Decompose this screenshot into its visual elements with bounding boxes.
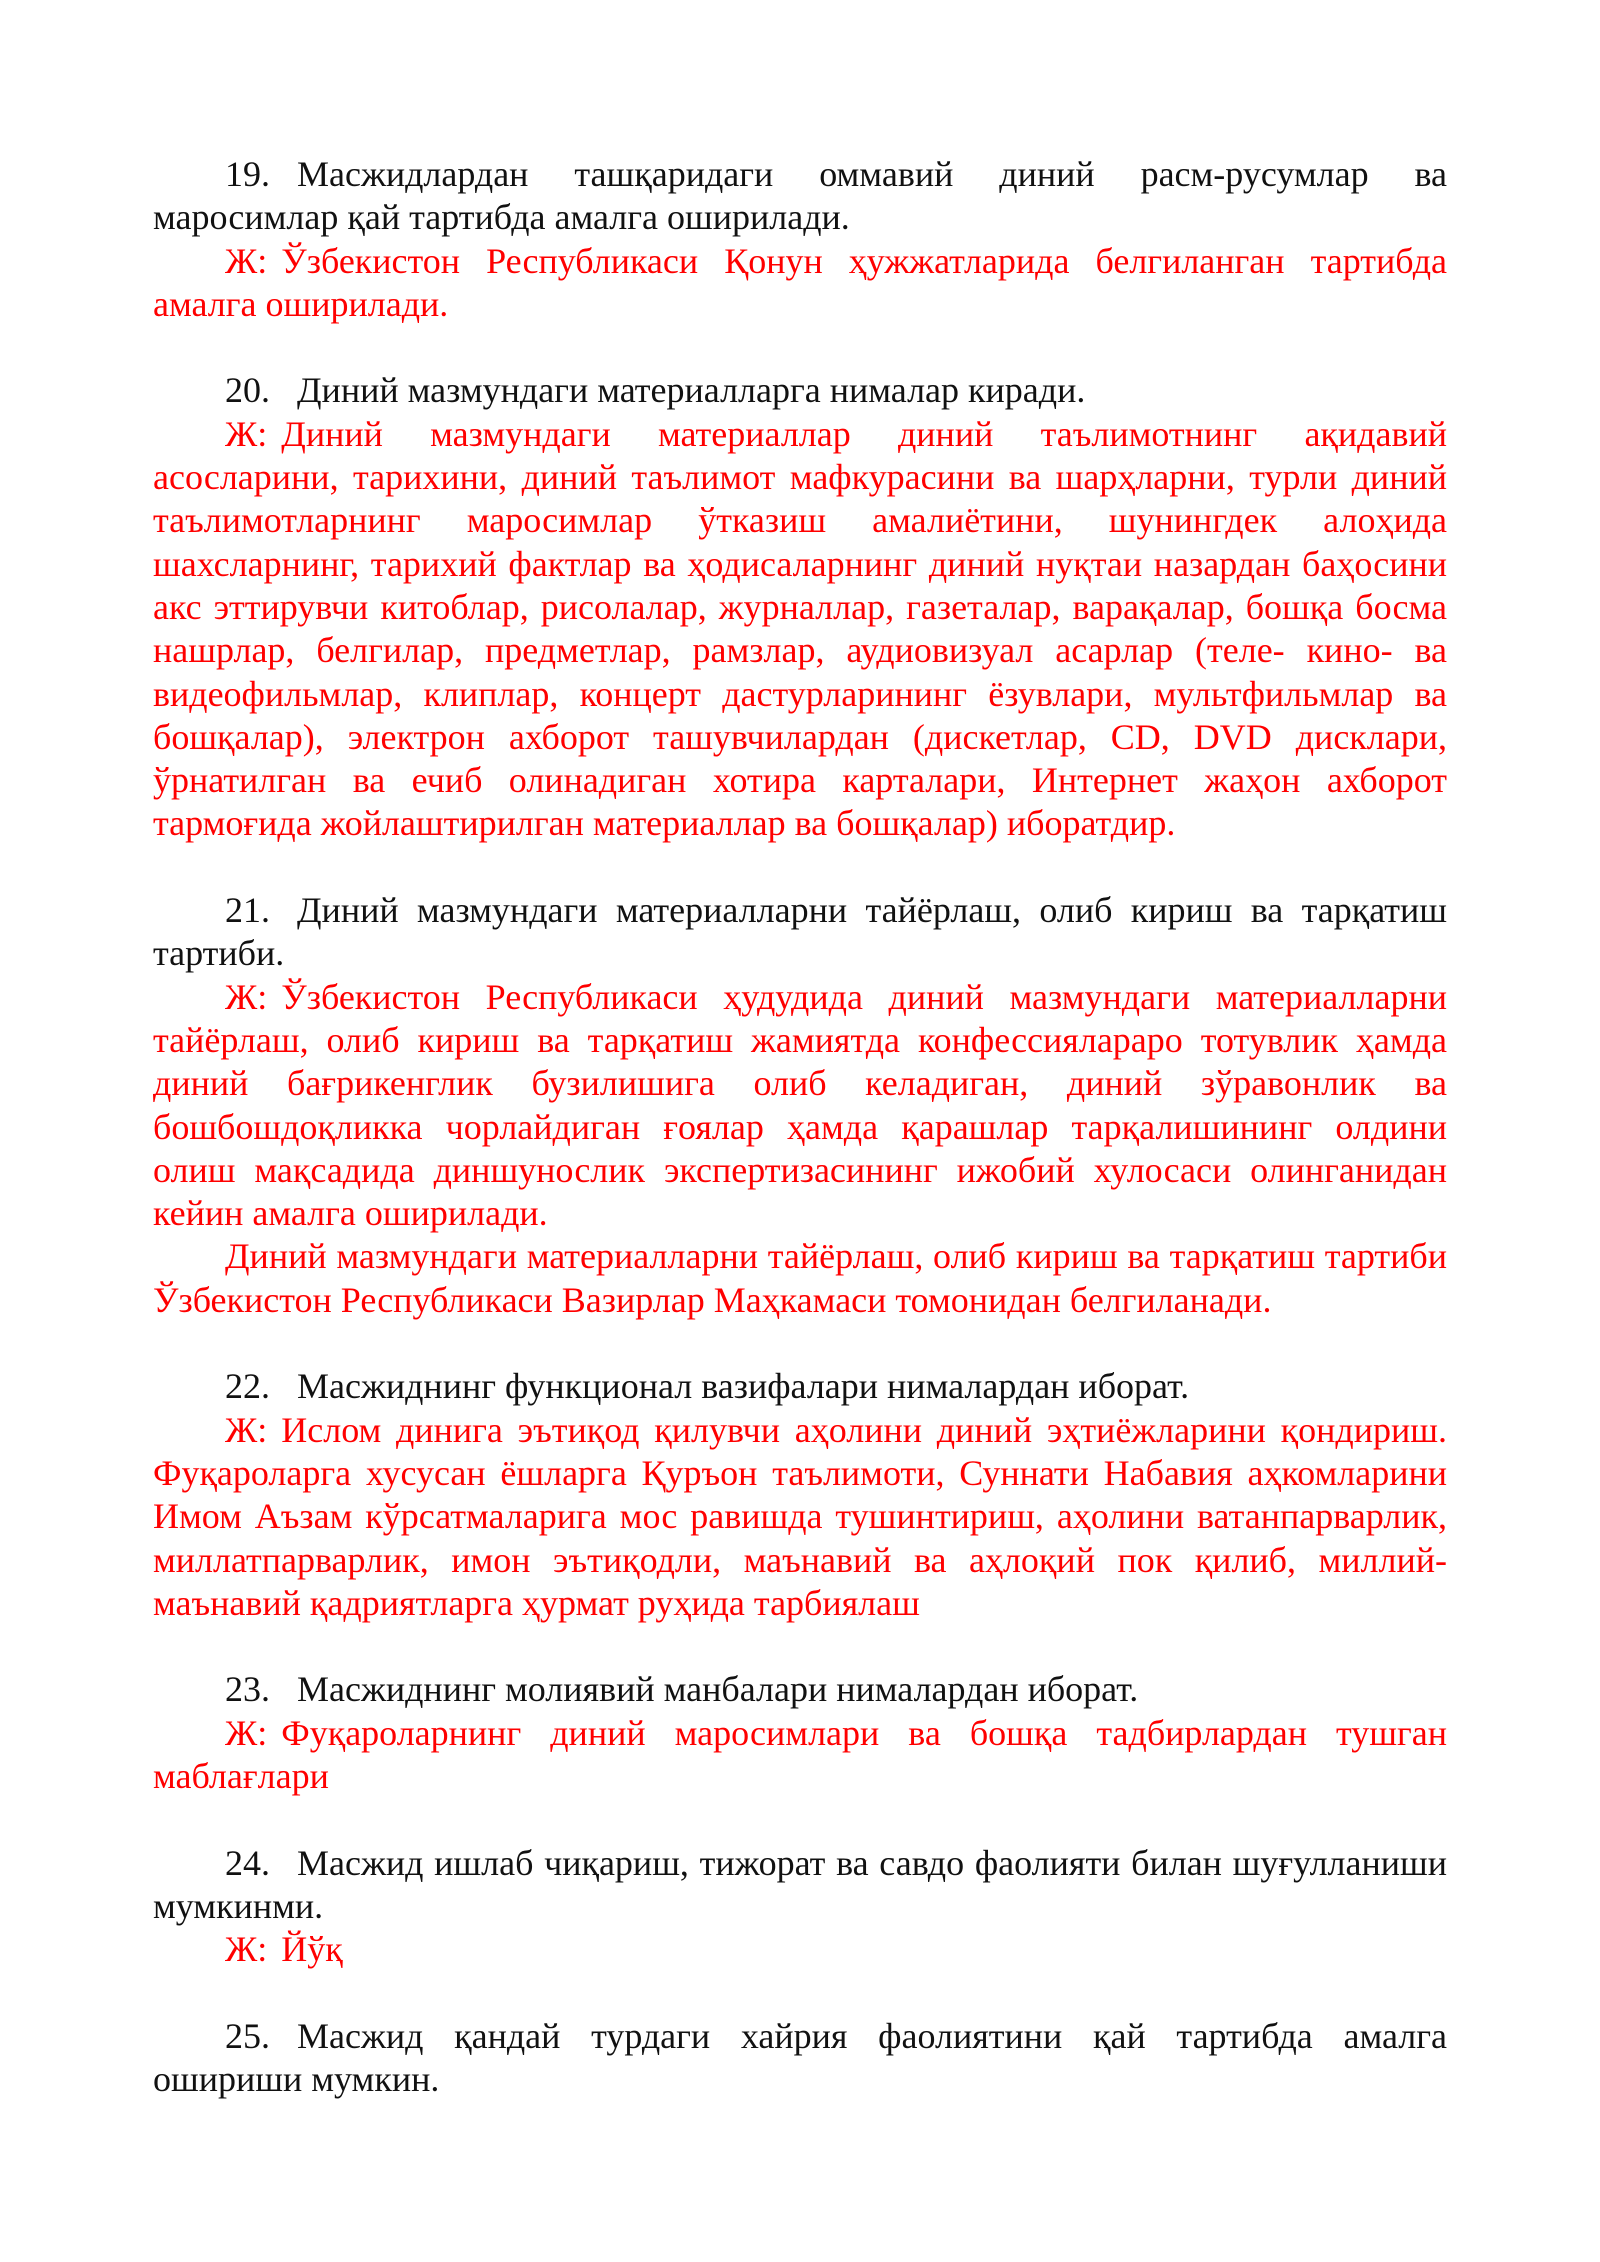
question-number: 21. — [225, 890, 270, 931]
answer-prefix: Ж: — [225, 976, 268, 1017]
answer-text: Ўзбекистон Республикаси Қонун ҳужжатларида белгиланган тартибда амалга оширилади. — [153, 240, 1447, 324]
qa-item-23 — [153, 1668, 1447, 1798]
question-number: 24. — [225, 1842, 270, 1883]
answer-text: Ислом динига эътиқод қилувчи аҳолини диний эҳтиёжларини қондириш. Фуқароларга хусусан ёшларга Қуръон таълимоти, Суннати Набавия аҳкомларини Имом Аъзам кўрсатмаларига мос равишда тушинтириш, аҳолини ватанпарварлик, миллатпарварлик, имон эътиқодли, маънавий ва аҳлоқий пок қилиб, миллий-маънавий қадриятларга ҳурмат руҳида тарбиялаш — [153, 1409, 1447, 1623]
answer-21 — [153, 976, 1447, 1236]
answer-text: Йўқ — [281, 1929, 343, 1970]
question-text: Масжиднинг функционал вазифалари нималардан иборат. — [297, 1366, 1190, 1407]
question-number: 22. — [225, 1366, 270, 1407]
question-text: Масжиднинг молиявий манбалари нималардан иборат. — [297, 1669, 1139, 1710]
question-text: Масжид ишлаб чиқариш, тижорат ва савдо фаолияти билан шуғулланиши мумкинми. — [153, 1842, 1447, 1926]
answer-prefix: Ж: — [225, 1409, 268, 1450]
answer-prefix: Ж: — [225, 413, 268, 454]
document-page — [153, 153, 1447, 2101]
answer-text: Диний мазмундаги материаллар диний таълимотнинг ақидавий асосларини, тарихини, диний таълимот мафкурасини ва шарҳларни, турли диний таълимотларнинг маросимлар ўтказиш амалиётини, шунингдек алоҳида шахсларнинг, тарихий фактлар ва ҳодисаларнинг диний нуқтаи назардан баҳосини акс эттирувчи китоблар, рисолалар, журналлар, газеталар, варақалар, бошқа босма нашрлар, белгилар, предметлар, рамзлар, аудиовизуал асарлар (теле- кино- ва видеофильмлар, клиплар, концерт дастурларининг ёзувлари, мультфильмлар ва бошқалар), электрон ахборот ташувчилардан (дискетлар, CD, DVD дисклари, ўрнатилган ва ечиб олинадиган хотира карталари, Интернет жаҳон ахборот тармоғида жойлаштирилган материаллар ва бошқалар) иборатдир. — [153, 413, 1447, 844]
question-text: Диний мазмундаги материалларни тайёрлаш, олиб кириш ва тарқатиш тартиби. — [153, 890, 1447, 974]
answer-23 — [153, 1712, 1447, 1799]
answer-22 — [153, 1409, 1447, 1625]
answer-text: Ўзбекистон Республикаси ҳудудида диний мазмундаги материалларни тайёрлаш, олиб кириш ва тарқатиш жамиятда конфессияларaро тотувлик ҳамда диний бағрикенглик бузилишига олиб келадиган, диний зўравонлик ва бошбошдоқликка чорлайдиган ғоялар ҳамда қарашлар тарқалишининг олдини олиш мақсадида диншунослик экспертизасининг ижобий хулосаси олинганидан кейин амалга оширилади. — [153, 976, 1447, 1234]
question-23 — [153, 1668, 1447, 1711]
question-24 — [153, 1842, 1447, 1929]
question-number: 25. — [225, 2015, 270, 2056]
question-20 — [153, 369, 1447, 412]
qa-item-25 — [153, 2015, 1447, 2102]
answer-21-extra: Диний мазмундаги материалларни тайёрлаш, олиб кириш ва тарқатиш тартиби Ўзбекистон Республикаси Вазирлар Маҳкамаси томонидан белгиланади. — [153, 1236, 1447, 1320]
question-text: Диний мазмундаги материалларга нималар киради. — [297, 370, 1086, 411]
qa-item-22 — [153, 1365, 1447, 1625]
question-number: 23. — [225, 1669, 270, 1710]
qa-item-19 — [153, 153, 1447, 326]
question-text: Масжид қандай турдаги хайрия фаолиятини қай тартибда амалга ошириши мумкин. — [153, 2015, 1447, 2100]
qa-item-24 — [153, 1842, 1447, 1972]
answer-19 — [153, 240, 1447, 327]
qa-item-21 — [153, 889, 1447, 1322]
answer-prefix: Ж: — [225, 1929, 268, 1970]
question-number: 20. — [225, 370, 270, 411]
answer-20 — [153, 413, 1447, 846]
answer-prefix: Ж: — [225, 240, 268, 281]
question-number: 19. — [225, 154, 270, 194]
answer-prefix: Ж: — [225, 1712, 268, 1753]
answer-24 — [153, 1928, 1447, 1971]
qa-item-20 — [153, 369, 1447, 845]
question-25 — [153, 2015, 1447, 2102]
question-22 — [153, 1365, 1447, 1408]
question-21 — [153, 889, 1447, 976]
question-19 — [153, 153, 1447, 240]
question-text: Масжидлардан ташқаридаги оммавий диний расм-русумлар ва маросимлар қай тартибда амалга оширилади. — [153, 154, 1447, 238]
answer-text: Фуқароларнинг диний маросимлари ва бошқа тадбирлардан тушган маблағлари — [153, 1712, 1447, 1796]
